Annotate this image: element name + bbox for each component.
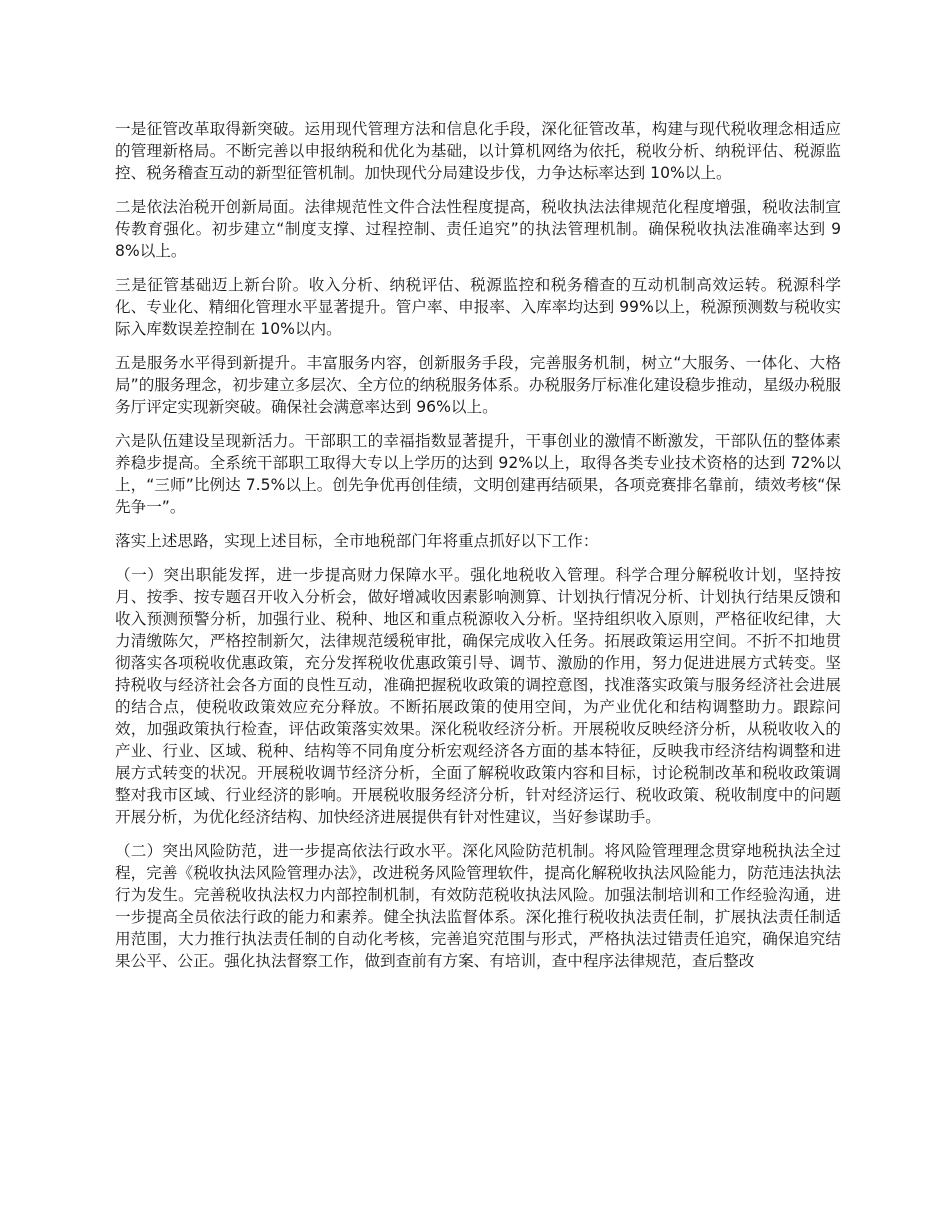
paragraph-3: 三是征管基础迈上新台阶。收入分析、纳税评估、税源监控和税务稽查的互动机制高效运转。税源科学化、专业化、精细化管理水平显著提升。管户率、申报率、入库率均达到 99%以上，税源预测数与税收实际入库数误差控制在 10%以内。	[115, 276, 841, 338]
paragraph-2: 二是依法治税开创新局面。法律规范性文件合法性程度提高，税收执法法律规范化程度增强，税收法制宣传教育强化。初步建立“制度支撑、过程控制、责任追究”的执法管理机制。确保税收执法准确率达到 98%以上。	[115, 198, 841, 260]
paragraph-4: 五是服务水平得到新提升。丰富服务内容，创新服务手段，完善服务机制，树立“大服务、一体化、大格局”的服务理念，初步建立多层次、全方位的纳税服务体系。办税服务厅标准化建设稳步推动，星级办税服务厅评定实现新突破。确保社会满意率达到 96%以上。	[115, 354, 841, 416]
paragraph-6: 落实上述思路，实现上述目标，全市地税部门年将重点抓好以下工作：	[115, 532, 599, 550]
paragraph-5: 六是队伍建设呈现新活力。干部职工的幸福指数显著提升，干事创业的激情不断激发，干部队伍的整体素养稳步提高。全系统干部职工取得大专以上学历的达到 92%以上，取得各类专业技术资格的达到 72%以上，“三师”比例达 7.5%以上。创先争优再创佳绩，文明创建再结硕果，各项竞赛排名靠前，绩效考核“保先争一”。	[115, 432, 841, 516]
document-body	[115, 118, 841, 984]
paragraph-1: 一是征管改革取得新突破。运用现代管理方法和信息化手段，深化征管改革，构建与现代税收理念相适应的管理新格局。不断完善以申报纳税和优化为基础，以计算机网络为依托，税收分析、纳税评估、税源监控、税务稽查互动的新型征管机制。加快现代分局建设步伐，力争达标率达到 10%以上。	[115, 120, 841, 182]
paragraph-8: （二）突出风险防范，进一步提高依法行政水平。深化风险防范机制。将风险管理理念贯穿地税执法全过程，完善《税收执法风险管理办法》，改进税务风险管理软件，提高化解税收执法风险能力，防范违法执法行为发生。完善税收执法权力内部控制机制，有效防范税收执法风险。加强法制培训和工作经验沟通，进一步提高全员依法行政的能力和素养。健全执法监督体系。深化推行税收执法责任制，扩展执法责任制适用范围，大力推行执法责任制的自动化考核，完善追究范围与形式，严格执法过错责任追究，确保追究结果公平、公正。强化执法督察工作，做到查前有方案、有培训，查中程序法律规范，查后整改	[115, 842, 841, 970]
paragraph-7: （一）突出职能发挥，进一步提高财力保障水平。强化地税收入管理。科学合理分解税收计划，坚持按月、按季、按专题召开收入分析会，做好增减收因素影响测算、计划执行情况分析、计划执行结果反馈和收入预测预警分析，加强行业、税种、地区和重点税源收入分析。坚持组织收入原则，严格征收纪律，大力清缴陈欠，严格控制新欠，法律规范缓税审批，确保完成收入任务。拓展政策运用空间。不折不扣地贯彻落实各项税收优惠政策，充分发挥税收优惠政策引导、调节、激励的作用，努力促进进展方式转变。坚持税收与经济社会各方面的良性互动，准确把握税收政策的调控意图，找准落实政策与服务经济社会进展的结合点，使税收政策效应充分释放。不断拓展政策的使用空间，为产业优化和结构调整助力。跟踪问效，加强政策执行检查，评估政策落实效果。深化税收经济分析。开展税收反映经济分析，从税收收入的产业、行业、区域、税种、结构等不同角度分析宏观经济各方面的基本特征，反映我市经济结构调整和进展方式转变的状况。开展税收调节经济分析，全面了解税收政策内容和目标，讨论税制改革和税收政策调整对我市区域、行业经济的影响。开展税收服务经济分析，针对经济运行、税收政策、税收制度中的问题开展分析，为优化经济结构、加快经济进展提供有针对性建议，当好参谋助手。	[115, 566, 841, 826]
